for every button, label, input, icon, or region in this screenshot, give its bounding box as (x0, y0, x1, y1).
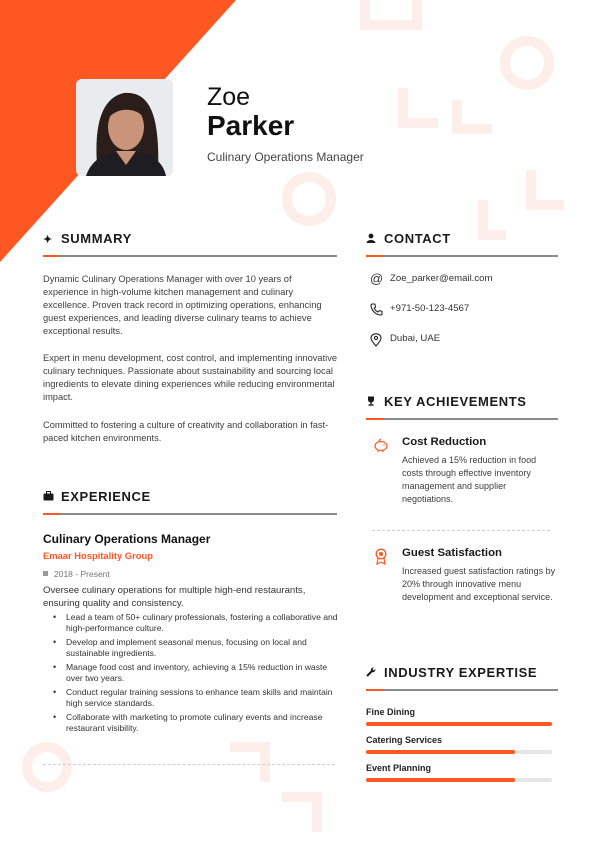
list-item: • Collaborate with marketing to promote culinary events and increase restaurant visibility. (48, 712, 340, 734)
list-item: • Conduct regular training sessions to enhance team skills and maintain high service standards. (48, 687, 340, 709)
summary-divider (43, 255, 337, 257)
experience-intro: Oversee culinary operations for multiple high-end restaurants, ensuring quality and consistency. (43, 585, 306, 609)
phone-text: +971-50-123-4567 (390, 303, 470, 314)
profile-photo (76, 79, 173, 176)
expertise-heading-label: INDUSTRY EXPERTISE (384, 665, 538, 680)
experience-dates-text: 2018 - Present (54, 569, 110, 579)
medal-icon (373, 548, 389, 564)
achievements-heading-label: KEY ACHIEVEMENTS (384, 394, 527, 409)
achievement-separator (372, 530, 550, 531)
summary-paragraph: Committed to fostering a culture of creativity and collaboration in fast-paced kitchen environments. (43, 420, 329, 443)
contact-heading (366, 231, 451, 246)
decorative-ring (22, 742, 72, 792)
decorative-corner (478, 200, 506, 240)
skill-label: Event Planning (366, 763, 432, 773)
at-sign-icon: @ (370, 271, 384, 286)
achievement-description: Achieved a 15% reduction in food costs through effective inventory management and supplier negotiations. (402, 455, 537, 504)
summary-heading-label: SUMMARY (61, 231, 132, 246)
skill-bar (366, 778, 552, 782)
person-icon (366, 233, 384, 246)
experience-heading (43, 489, 151, 504)
location-pin-icon (370, 333, 384, 345)
experience-role: Culinary Operations Manager (43, 532, 211, 546)
contact-divider (366, 255, 558, 257)
experience-heading-label: EXPERIENCE (61, 489, 151, 504)
skill-bar-fill (366, 722, 552, 726)
skill-bar (366, 722, 552, 726)
skill-bar-fill (366, 750, 515, 754)
summary-paragraph: Expert in menu development, cost control, and implementing innovative culinary techniques. Passionate about sustainability and sourcing local ingredients to elevate dining experiences while reducing environmental impact. (43, 353, 338, 402)
achievements-heading (366, 394, 527, 409)
decorative-corner (526, 170, 564, 210)
list-item: • Lead a team of 50+ culinary professionals, fostering a collaborative and high-performance culture. (48, 612, 340, 634)
experience-divider (43, 513, 337, 515)
decorative-ring (282, 172, 336, 226)
achievement-description: Increased guest satisfaction ratings by 20% through innovative menu development and exceptional service. (402, 566, 556, 602)
skill-bar-fill (366, 778, 515, 782)
decorative-corner (398, 88, 438, 128)
achievements-divider (366, 418, 558, 420)
decorative-corner (230, 742, 270, 782)
email-text: Zoe_parker@email.com (390, 273, 493, 284)
contact-heading-label: CONTACT (384, 231, 451, 246)
decorative-corner (282, 792, 322, 832)
piggy-bank-icon (373, 437, 389, 453)
skill-label: Fine Dining (366, 707, 415, 717)
briefcase-icon (43, 491, 61, 504)
last-name: Parker (207, 110, 295, 141)
expertise-divider (366, 689, 558, 691)
calendar-icon (43, 571, 48, 576)
experience-separator (43, 764, 335, 765)
skill-label: Catering Services (366, 735, 443, 745)
sparkle-icon: ✦ (43, 234, 53, 246)
achievement-title: Guest Satisfaction (402, 547, 503, 559)
experience-dates (43, 569, 110, 579)
decorative-ring (500, 36, 554, 90)
list-item: • Manage food cost and inventory, achieving a 15% reduction in waste over two years. (48, 662, 340, 684)
skill-bar (366, 750, 552, 754)
list-item: • Develop and implement seasonal menus, focusing on local and sustainable ingredients. (48, 637, 340, 659)
summary-heading (43, 231, 132, 246)
summary-paragraph: Dynamic Culinary Operations Manager with over 10 years of experience in high-volume kitchen management and culinary excellence. Proven track record in optimizing operations, enhancing guest experiences, and leading diverse culinary teams to achieve exceptional results. (43, 274, 322, 336)
achievement-title: Cost Reduction (402, 436, 487, 448)
experience-company: Emaar Hospitality Group (43, 550, 153, 561)
experience-bullets (48, 612, 340, 737)
first-name: Zoe (207, 83, 251, 111)
decorative-corner (452, 100, 492, 134)
wrench-icon (366, 667, 384, 680)
phone-icon (370, 303, 384, 315)
trophy-icon (366, 396, 384, 409)
expertise-heading (366, 665, 537, 680)
job-title: Culinary Operations Manager (207, 150, 364, 164)
location-text: Dubai, UAE (390, 333, 441, 344)
decorative-square (360, 0, 422, 30)
